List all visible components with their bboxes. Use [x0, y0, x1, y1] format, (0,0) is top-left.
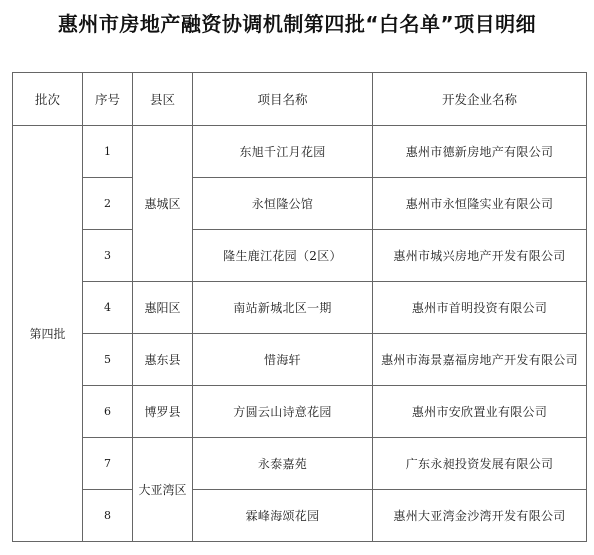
developer-name-cell: 惠州市永恒隆实业有限公司 — [373, 178, 587, 230]
project-name-cell: 东旭千江月花园 — [193, 126, 373, 178]
table-row — [13, 438, 587, 490]
developer-name-cell: 惠州市海景嘉福房地产开发有限公司 — [373, 334, 587, 386]
project-name-cell: 永泰嘉苑 — [193, 438, 373, 490]
developer-name-cell: 惠州市城兴房地产开发有限公司 — [373, 230, 587, 282]
developer-name-cell: 惠州市安欣置业有限公司 — [373, 386, 587, 438]
seq-cell: 2 — [83, 178, 133, 230]
developer-name-cell: 惠州市德新房地产有限公司 — [373, 126, 587, 178]
district-cell-huicheng: 惠城区 — [133, 126, 193, 282]
developer-name-cell: 惠州市首明投资有限公司 — [373, 282, 587, 334]
header-district: 县区 — [133, 73, 193, 126]
table-row — [13, 386, 587, 438]
seq-cell: 1 — [83, 126, 133, 178]
seq-cell: 8 — [83, 490, 133, 542]
page-title: 惠州市房地产融资协调机制第四批“白名单”项目明细 — [57, 12, 537, 36]
district-cell-huidong: 惠东县 — [133, 334, 193, 386]
project-name-cell: 霖峰海颂花园 — [193, 490, 373, 542]
seq-cell: 3 — [83, 230, 133, 282]
seq-cell: 5 — [83, 334, 133, 386]
table-row — [13, 126, 587, 178]
header-batch: 批次 — [13, 73, 83, 126]
developer-name-cell: 广东永昶投资发展有限公司 — [373, 438, 587, 490]
table-row — [13, 490, 587, 542]
project-name-cell: 方圆云山诗意花园 — [193, 386, 373, 438]
table-header-row — [13, 73, 587, 126]
table-row — [13, 282, 587, 334]
header-seq: 序号 — [83, 73, 133, 126]
seq-cell: 4 — [83, 282, 133, 334]
project-table-container — [12, 72, 586, 542]
project-name-cell: 惜海轩 — [193, 334, 373, 386]
district-cell-dayawan: 大亚湾区 — [133, 438, 193, 542]
project-name-cell: 南站新城北区一期 — [193, 282, 373, 334]
table-row — [13, 334, 587, 386]
developer-name-cell: 惠州大亚湾金沙湾开发有限公司 — [373, 490, 587, 542]
district-cell-boluo: 博罗县 — [133, 386, 193, 438]
seq-cell: 6 — [83, 386, 133, 438]
project-name-cell: 隆生鹿江花园（2区） — [193, 230, 373, 282]
table-row — [13, 178, 587, 230]
header-project-name: 项目名称 — [193, 73, 373, 126]
project-name-cell: 永恒隆公馆 — [193, 178, 373, 230]
district-cell-huiyang: 惠阳区 — [133, 282, 193, 334]
header-developer-name: 开发企业名称 — [373, 73, 587, 126]
project-table — [12, 72, 587, 542]
table-row — [13, 230, 587, 282]
seq-cell: 7 — [83, 438, 133, 490]
batch-cell: 第四批 — [13, 126, 83, 542]
